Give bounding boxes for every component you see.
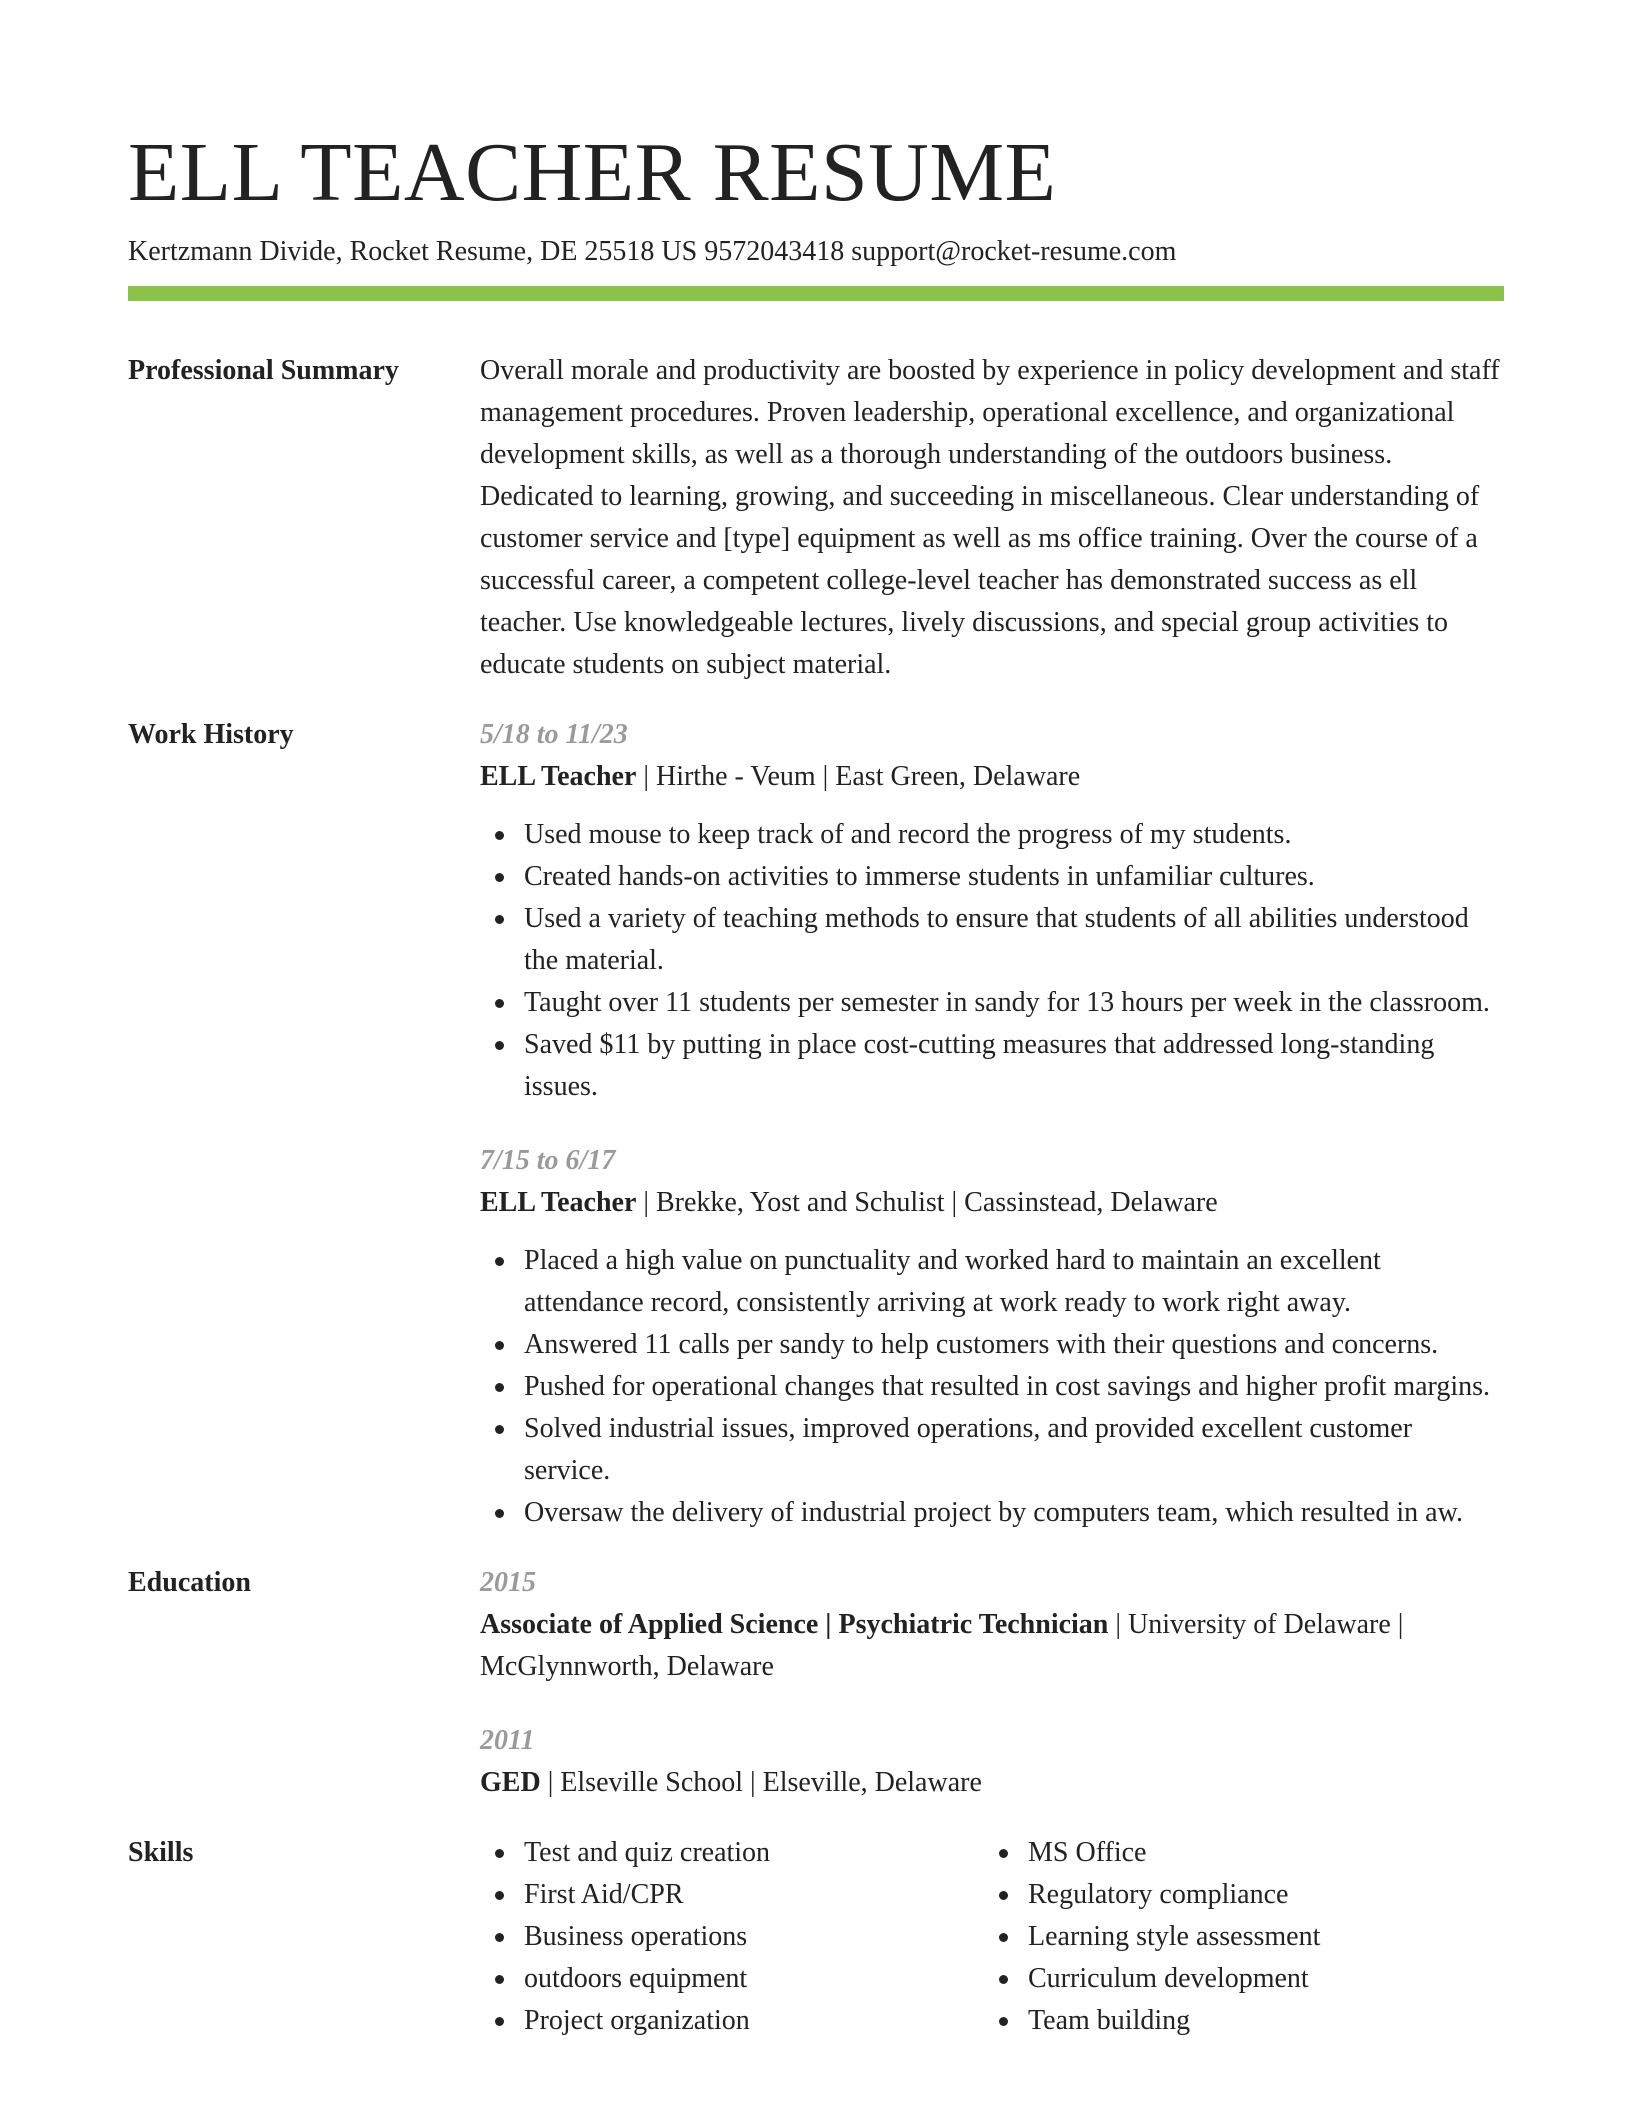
education-degree: GED	[480, 1767, 541, 1798]
resume-header	[128, 118, 1504, 270]
skills-list	[984, 1832, 1488, 2042]
skill-item: MS Office	[1028, 1832, 1488, 1874]
job-role	[480, 1182, 1504, 1224]
education-section	[128, 1562, 1504, 1804]
job-bullet: Taught over 11 students per semester in sandy for 13 hours per week in the classroom.	[524, 982, 1504, 1024]
job-bullet: Created hands-on activities to immerse students in unfamiliar cultures.	[524, 856, 1504, 898]
job-title: ELL Teacher	[480, 1187, 637, 1218]
skill-item: Team building	[1028, 2000, 1488, 2042]
education-date: 2011	[480, 1725, 535, 1756]
education-role	[480, 1604, 1504, 1688]
job-title: ELL Teacher	[480, 761, 637, 792]
job-details: | Hirthe - Veum | East Green, Delaware	[636, 761, 1081, 792]
skills-column-right	[984, 1832, 1488, 2042]
education-entry	[480, 1720, 1504, 1804]
job-role	[480, 756, 1504, 798]
education-degree: Associate of Applied Science | Psychiatric Technician	[480, 1609, 1109, 1640]
work-history-heading: Work History	[128, 719, 294, 750]
summary-heading: Professional Summary	[128, 355, 399, 386]
education-heading: Education	[128, 1567, 251, 1598]
skills-section	[128, 1832, 1504, 2042]
skill-item: Project organization	[524, 2000, 984, 2042]
job-bullets	[480, 1240, 1504, 1534]
job-bullet: Saved $11 by putting in place cost-cutting measures that addressed long-standing issues.	[524, 1024, 1504, 1108]
job-bullet: Used mouse to keep track of and record the progress of my students.	[524, 814, 1504, 856]
summary-section	[128, 350, 1504, 686]
education-entry	[480, 1562, 1504, 1688]
job-bullet: Used a variety of teaching methods to ensure that students of all abilities understood the material.	[524, 898, 1504, 982]
job-bullet: Solved industrial issues, improved operations, and provided excellent customer service.	[524, 1408, 1504, 1492]
skills-body	[480, 1832, 1504, 2042]
job-date: 7/15 to 6/17	[480, 1145, 616, 1176]
skill-item: First Aid/CPR	[524, 1874, 984, 1916]
job-bullet: Placed a high value on punctuality and worked hard to maintain an excellent attendance record, consistently arriving at work ready to work right away.	[524, 1240, 1504, 1324]
skills-heading: Skills	[128, 1837, 194, 1868]
skill-item: Business operations	[524, 1916, 984, 1958]
job-bullet: Oversaw the delivery of industrial project by computers team, which resulted in aw.	[524, 1492, 1504, 1534]
work-history-section	[128, 714, 1504, 1534]
skill-item: Curriculum development	[1028, 1958, 1488, 2000]
job-bullets	[480, 814, 1504, 1108]
skill-item: Test and quiz creation	[524, 1832, 984, 1874]
skill-item: outdoors equipment	[524, 1958, 984, 2000]
job-bullet: Pushed for operational changes that resulted in cost savings and higher profit margins.	[524, 1366, 1504, 1408]
job-entry	[480, 714, 1504, 1108]
resume-sections	[128, 350, 1504, 2070]
work-history-body	[480, 714, 1504, 1534]
skill-item: Learning style assessment	[1028, 1916, 1488, 1958]
job-date: 5/18 to 11/23	[480, 719, 628, 750]
job-entry	[480, 1140, 1504, 1534]
skill-item: Regulatory compliance	[1028, 1874, 1488, 1916]
skills-column-left	[480, 1832, 984, 2042]
education-date: 2015	[480, 1567, 536, 1598]
resume-title: ELL TEACHER RESUME	[128, 126, 1057, 219]
summary-body	[480, 350, 1504, 686]
header-divider	[128, 286, 1504, 301]
job-details: | Brekke, Yost and Schulist | Cassinstead, Delaware	[636, 1187, 1218, 1218]
contact-line: Kertzmann Divide, Rocket Resume, DE 25518 US 9572043418 support@rocket-resume.com	[128, 236, 1177, 267]
education-details: | University of Delaware | McGlynnworth, Delaware	[480, 1609, 1404, 1682]
summary-text: Overall morale and productivity are boosted by experience in policy development and staff management procedures. Proven leadership, operational excellence, and organizational development skills, as well as a thorough understanding of the outdoors business. Dedicated to learning, growing, and succeeding in miscellaneous. Clear understanding of customer service and [type] equipment as well as ms office training. Over the course of a successful career, a competent college-level teacher has demonstrated success as ell teacher. Use knowledgeable lectures, lively discussions, and special group activities to educate students on subject material.	[480, 355, 1500, 680]
education-body	[480, 1562, 1504, 1804]
education-role	[480, 1762, 1504, 1804]
skills-list	[480, 1832, 984, 2042]
education-details: | Elseville School | Elseville, Delaware	[540, 1767, 982, 1798]
job-bullet: Answered 11 calls per sandy to help customers with their questions and concerns.	[524, 1324, 1504, 1366]
